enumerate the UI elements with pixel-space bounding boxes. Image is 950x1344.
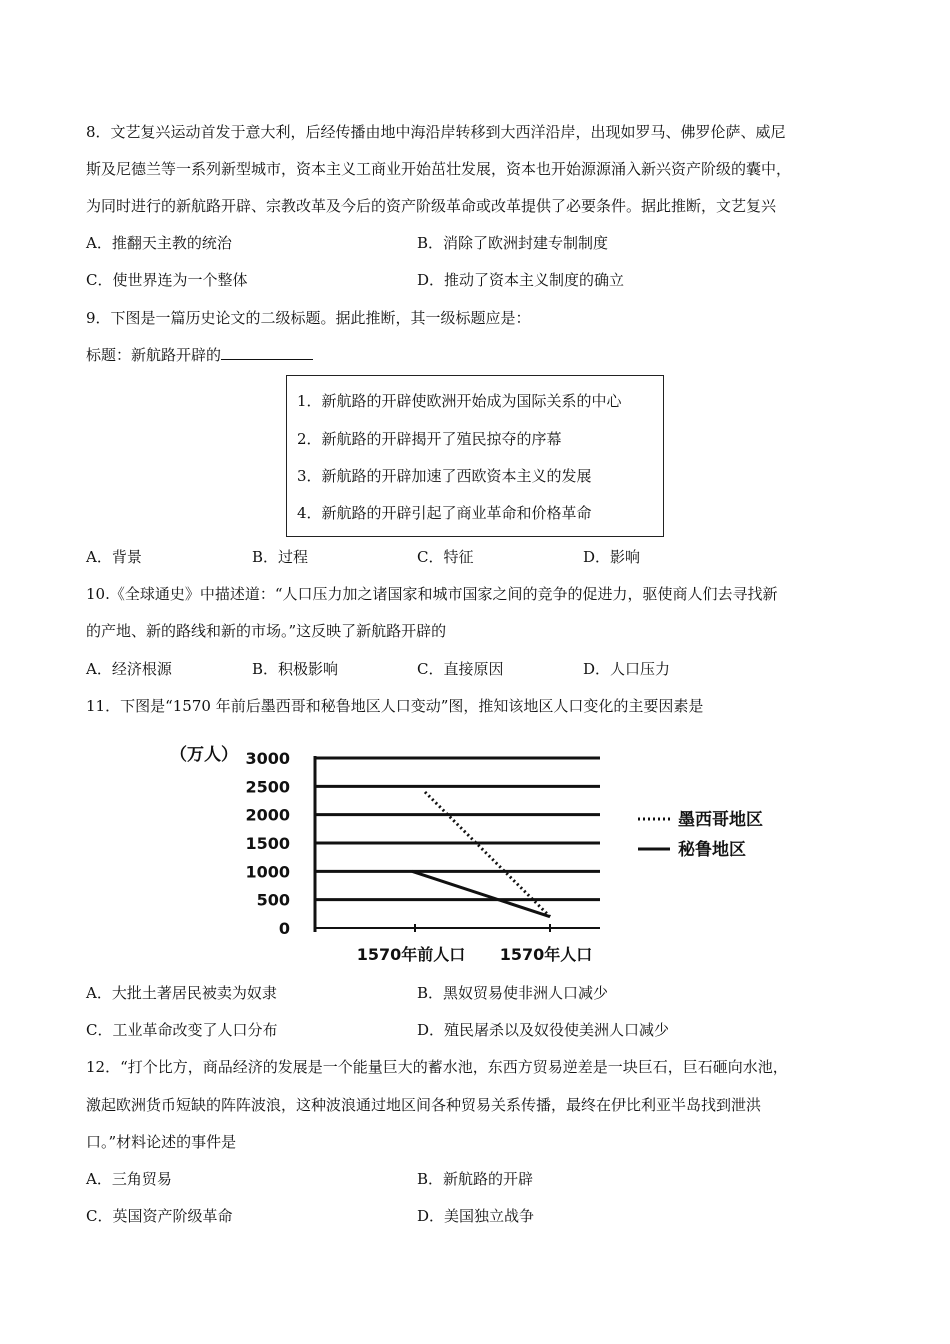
x-category-label-2: 1570年人口 — [499, 945, 593, 964]
q9-box-item-3: 3．新航路的开辟加速了西欧资本主义的发展 — [297, 467, 592, 485]
legend-label-1: 墨西哥地区 — [678, 810, 763, 830]
q8-option-b: B．消除了欧洲封建专制制度 — [417, 234, 609, 252]
y-tick-label-2500: 2500 — [245, 777, 290, 797]
q12-option-a: A．三角贸易 — [86, 1170, 172, 1188]
q9-stem: 9．下图是一篇历史论文的二级标题。据此推断，其一级标题应是： — [86, 309, 531, 327]
q9-title-line — [86, 345, 313, 365]
q10-option-c: C．直接原因 — [417, 660, 504, 678]
y-tick-label-500: 500 — [256, 890, 290, 910]
q12-stem-line-1: 12．“打个比方，商品经济的发展是一个能量巨大的蓄水池，东西方贸易逆差是一块巨石，巨石砸向水池， — [86, 1058, 788, 1076]
q10-stem-line-2: 的产地、新的路线和新的市场。”这反映了新航路开辟的 — [86, 622, 447, 640]
q8-stem-line-1: 8．文艺复兴运动首发于意大利，后经传播由地中海沿岸转移到大西洋沿岸，出现如罗马、佛罗伦萨、威尼 — [86, 123, 786, 141]
q8-option-c: C．使世界连为一个整体 — [86, 271, 248, 289]
q9-option-a: A．背景 — [86, 548, 142, 566]
y-tick-label-2000: 2000 — [245, 805, 290, 825]
q8-option-d: D．推动了资本主义制度的确立 — [417, 271, 625, 289]
y-tick-label-3000: 3000 — [245, 749, 290, 768]
y-tick-label-0: 0 — [278, 919, 290, 938]
q12-option-d: D．美国独立战争 — [417, 1207, 535, 1225]
q8-stem-line-2: 斯及尼德兰等一系列新型城市，资本主义工商业开始茁壮发展，资本也开始源源涌入新兴资产阶级的囊中， — [86, 160, 792, 178]
q9-option-c: C．特征 — [417, 548, 474, 566]
y-axis-ticks — [245, 749, 290, 938]
population-chart — [160, 735, 800, 970]
q9-option-b: B．过程 — [252, 548, 309, 566]
q12-option-b: B．新航路的开辟 — [417, 1170, 534, 1188]
q9-answer-blank — [221, 345, 313, 360]
chart-grid — [315, 756, 600, 932]
y-tick-label-1500: 1500 — [245, 834, 290, 853]
q8-option-a: A．推翻天主教的统治 — [86, 234, 232, 252]
q9-box-item-2: 2．新航路的开辟揭开了殖民掠夺的序幕 — [297, 430, 562, 448]
x-axis-categories — [357, 945, 593, 964]
series-line-mexico — [425, 792, 550, 917]
q11-option-a: A．大批土著居民被卖为奴隶 — [86, 984, 277, 1002]
q11-option-d: D．殖民屠杀以及奴役使美洲人口减少 — [417, 1021, 670, 1039]
legend-label-2: 秘鲁地区 — [678, 840, 746, 860]
q9-title-label: 标题：新航路开辟的 — [86, 346, 222, 364]
q12-option-c: C．英国资产阶级革命 — [86, 1207, 233, 1225]
q9-box-item-4: 4．新航路的开辟引起了商业革命和价格革命 — [297, 504, 592, 522]
chart-series — [412, 792, 550, 917]
q8-stem-line-3: 为同时进行的新航路开辟、宗教改革及今后的资产阶级革命或改革提供了必要条件。据此推断，文艺复兴 — [86, 197, 777, 215]
y-axis-unit-label: （万人） — [170, 745, 238, 765]
q11-stem: 11．下图是“1570 年前后墨西哥和秘鲁地区人口变动”图，推知该地区人口变化的主要因素是 — [86, 697, 704, 715]
x-category-label-1: 1570年前人口 — [356, 945, 466, 964]
q11-option-b: B．黑奴贸易使非洲人口减少 — [417, 984, 609, 1002]
q10-option-a: A．经济根源 — [86, 660, 172, 678]
q9-subtitle-box — [286, 375, 664, 537]
q10-option-b: B．积极影响 — [252, 660, 339, 678]
q12-stem-line-2: 激起欧洲货币短缺的阵阵波浪，这种波浪通过地区间各种贸易关系传播，最终在伊比利亚半岛找到泄洪 — [86, 1096, 762, 1114]
y-tick-label-1000: 1000 — [245, 862, 290, 882]
q10-stem-line-1: 10.《全球通史》中描述道：“人口压力加之诸国家和城市国家之间的竞争的促进力，驱使商人们去寻找新 — [86, 585, 778, 603]
q10-option-d: D．人口压力 — [583, 660, 671, 678]
chart-legend — [638, 809, 763, 860]
q9-option-d: D．影响 — [583, 548, 641, 566]
q11-option-c: C．工业革命改变了人口分布 — [86, 1021, 278, 1039]
q12-stem-line-3: 口。”材料论述的事件是 — [86, 1133, 237, 1151]
q9-box-item-1: 1．新航路的开辟使欧洲开始成为国际关系的中心 — [297, 392, 622, 410]
